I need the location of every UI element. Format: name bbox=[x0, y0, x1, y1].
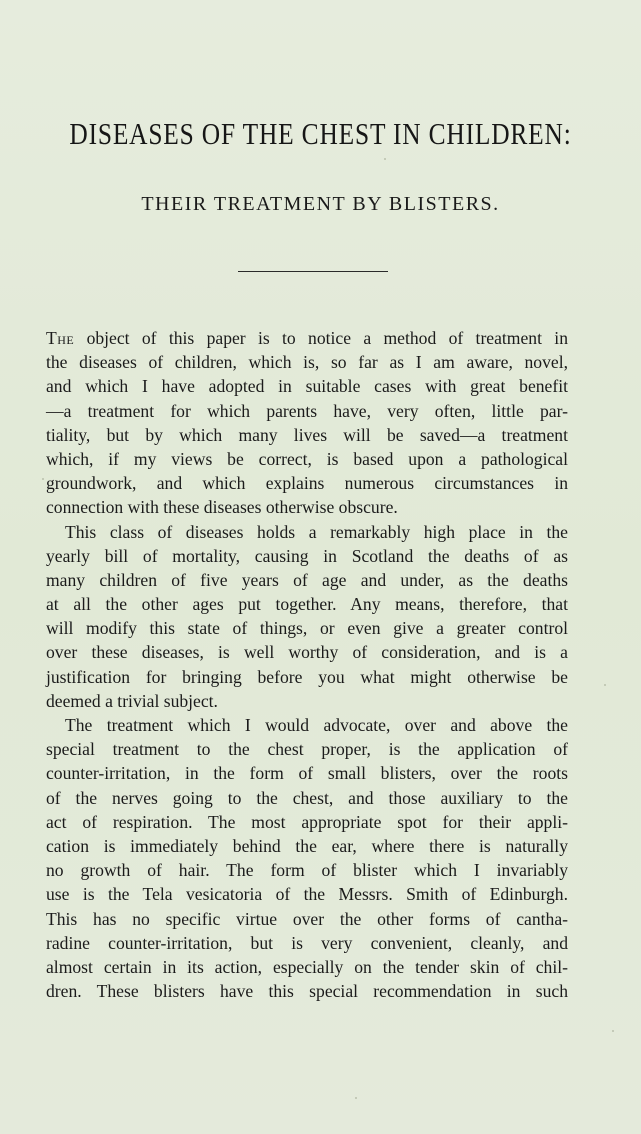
line-text: connection with these diseases otherwise obscure. bbox=[46, 497, 398, 518]
text-line bbox=[46, 520, 568, 544]
text-line bbox=[46, 374, 568, 398]
opening-word: The bbox=[46, 328, 75, 348]
line-text: the diseases of children, which is, so far as I am aware, novel, bbox=[46, 352, 568, 373]
line-text: cation is immediately behind the ear, where there is naturally bbox=[46, 835, 568, 856]
paper-speck bbox=[42, 478, 44, 480]
page-title: DISEASES OF THE CHEST IN CHILDREN: bbox=[69, 116, 572, 151]
title-divider bbox=[238, 271, 388, 272]
text-line bbox=[46, 640, 568, 664]
line-text: —a treatment for which parents have, very often, little par- bbox=[46, 400, 568, 421]
page-subtitle: THEIR TREATMENT BY BLISTERS. bbox=[141, 193, 500, 215]
text-line bbox=[46, 689, 568, 713]
text-line bbox=[46, 326, 568, 350]
line-text: will modify this state of things, or even give a greater control bbox=[46, 618, 568, 639]
text-line bbox=[46, 761, 568, 785]
line-text: no growth of hair. The form of blister which I invariably bbox=[46, 860, 568, 881]
text-line bbox=[46, 471, 568, 495]
text-line bbox=[46, 955, 568, 979]
line-text: use is the Tela vesicatoria of the Messrs. Smith of Edinburgh. bbox=[46, 884, 568, 905]
text-line bbox=[46, 544, 568, 568]
line-text: over these diseases, is well worthy of consideration, and is a bbox=[46, 642, 568, 663]
line-text: This class of diseases holds a remarkably high place in the bbox=[65, 521, 568, 542]
line-text: The treatment which I would advocate, over and above the bbox=[65, 715, 568, 735]
line-text: yearly bill of mortality, causing in Scotland the deaths of as bbox=[46, 545, 568, 566]
text-line bbox=[46, 568, 568, 592]
text-line bbox=[46, 616, 568, 640]
line-text: which, if my views be correct, is based upon a pathological bbox=[46, 448, 568, 469]
line-text: of the nerves going to the chest, and those auxiliary to the bbox=[46, 787, 568, 808]
text-line bbox=[46, 834, 568, 858]
line-text: special treatment to the chest proper, is the application of bbox=[46, 739, 568, 760]
text-line bbox=[46, 907, 568, 931]
line-text: at all the other ages put together. Any means, therefore, that bbox=[46, 594, 568, 615]
paper-speck bbox=[604, 684, 606, 686]
line-text: almost certain in its action, especially on the tender skin of chil- bbox=[46, 956, 568, 977]
text-line bbox=[46, 786, 568, 810]
text-line bbox=[46, 737, 568, 761]
text-line bbox=[46, 447, 568, 471]
line-text: counter-irritation, in the form of small blisters, over the roots bbox=[46, 763, 568, 784]
line-text: justification for bringing before you what might otherwise be bbox=[46, 666, 568, 687]
text-line bbox=[46, 350, 568, 374]
line-text: and which I have adopted in suitable cases with great benefit bbox=[46, 376, 568, 397]
paper-speck bbox=[384, 158, 386, 160]
text-line bbox=[46, 858, 568, 882]
text-line bbox=[46, 665, 568, 689]
text-line bbox=[46, 979, 568, 1003]
text-line bbox=[46, 713, 568, 737]
line-text: deemed a trivial subject. bbox=[46, 690, 218, 711]
paper-speck bbox=[355, 1097, 357, 1099]
line-text: act of respiration. The most appropriate spot for their appli- bbox=[46, 811, 568, 832]
line-text: groundwork, and which explains numerous circumstances in bbox=[46, 473, 568, 494]
line-text: tiality, but by which many lives will be saved—a treatment bbox=[46, 424, 568, 445]
text-line bbox=[46, 882, 568, 906]
line-text: dren. These blisters have this special recommendation in such bbox=[46, 981, 568, 1002]
text-line bbox=[46, 931, 568, 955]
line-text: object of this paper is to notice a method of treatment in bbox=[74, 328, 568, 348]
line-text: many children of five years of age and under, as the deaths bbox=[46, 569, 568, 590]
paper-speck bbox=[612, 1030, 614, 1032]
text-line bbox=[46, 810, 568, 834]
line-text: radine counter-irritation, but is very convenient, cleanly, and bbox=[46, 932, 568, 953]
text-line bbox=[46, 399, 568, 423]
text-line bbox=[46, 495, 568, 519]
line-text: This has no specific virtue over the other forms of cantha- bbox=[46, 908, 568, 929]
body-text bbox=[46, 326, 568, 1003]
text-line bbox=[46, 423, 568, 447]
text-line bbox=[46, 592, 568, 616]
